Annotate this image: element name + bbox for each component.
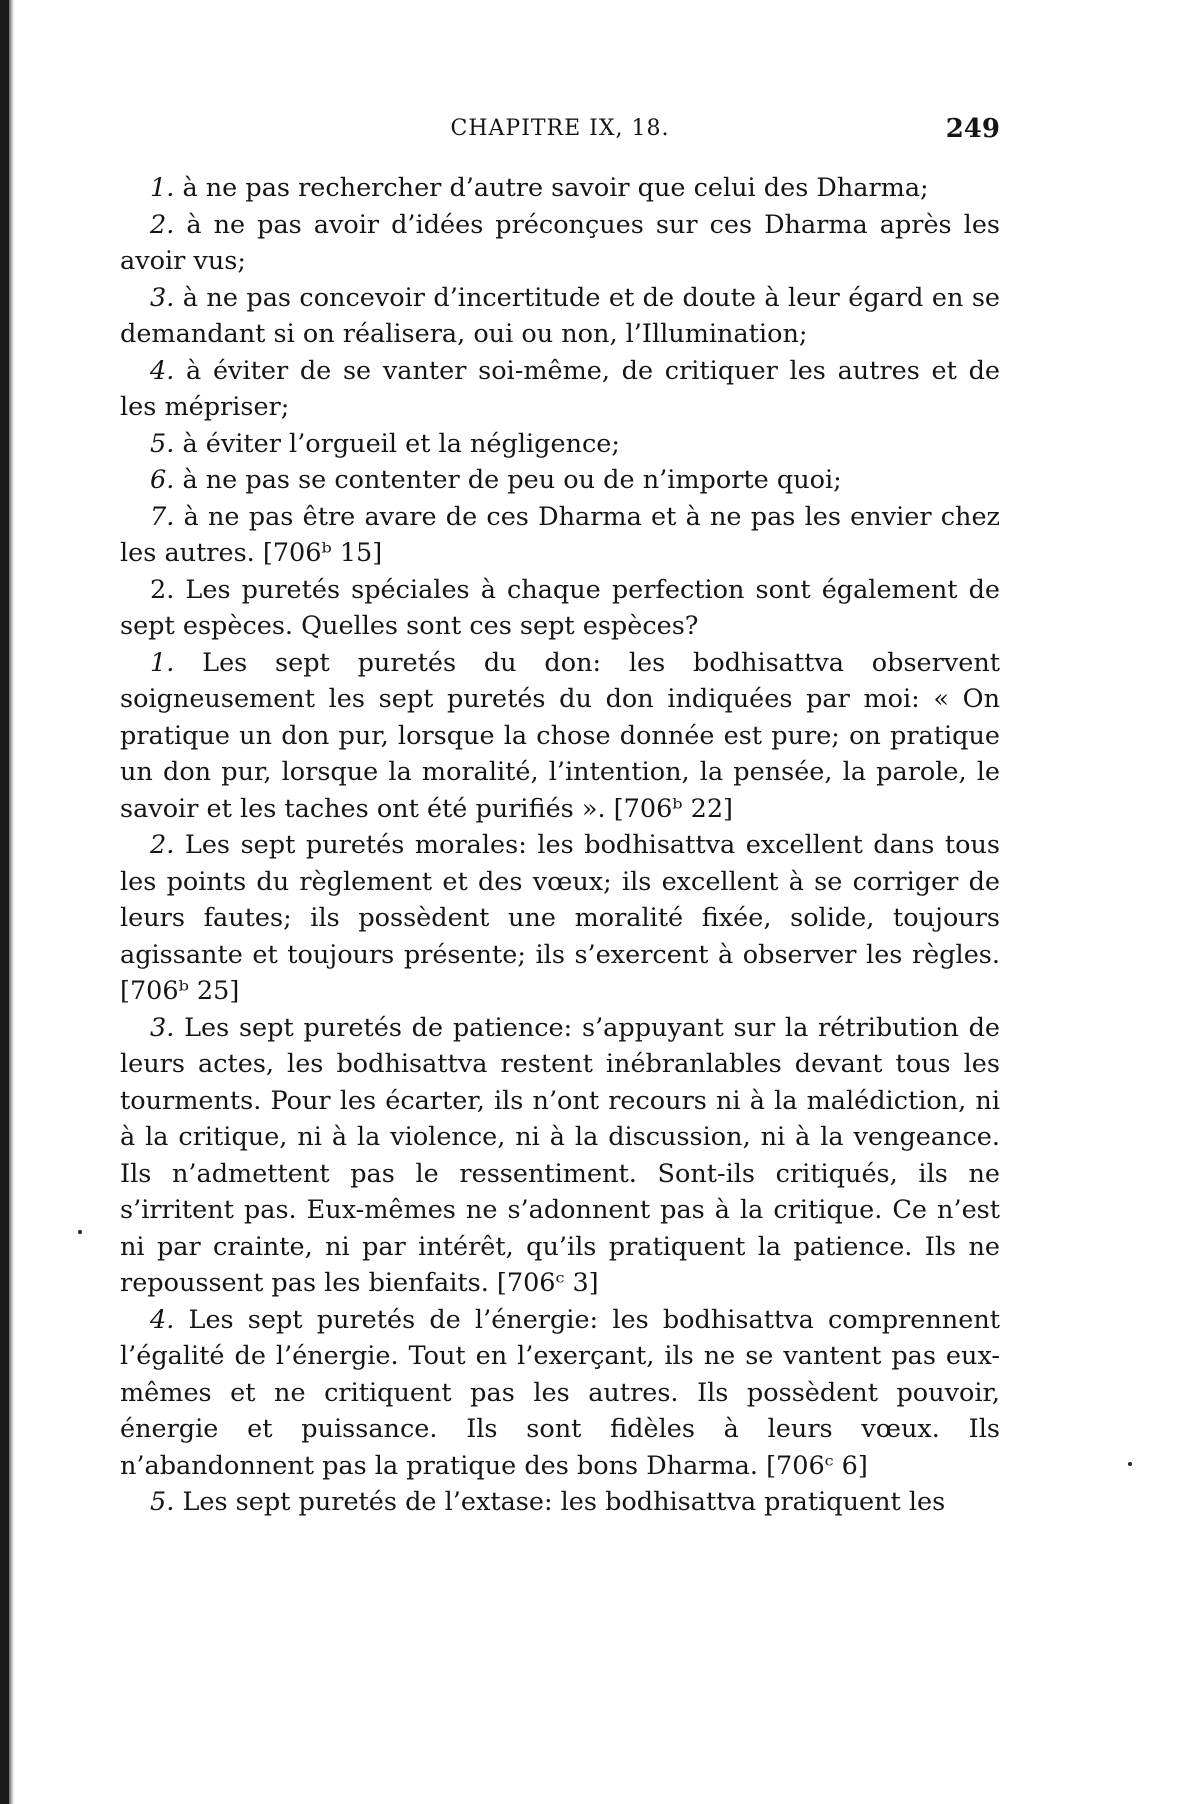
paragraph <box>120 572 1000 645</box>
scan-speck <box>78 1230 82 1234</box>
paragraph-text: Les sept puretés de patience: s’appuyant sur la rétribution de leurs actes, les bodhisattva restent inébranlables devant tous les tourments. Pour les écarter, ils n’ont recours ni à la malédiction, ni à la critique, ni à la violence, ni à la discussion, ni à la vengeance. Ils n’admettent pas le ressentiment. Sont-ils critiqués, ils ne s’irritent pas. Eux-mêmes ne s’adonnent pas à la critique. Ce n’est ni par crainte, ni par intérêt, qu’ils pratiquent la patience. Ils ne repoussent pas les bienfaits. [706ᶜ 3] <box>120 1012 1000 1298</box>
scan-binding-edge <box>0 0 9 1804</box>
item-number: 3. <box>150 282 175 313</box>
paragraph <box>120 499 1000 572</box>
paragraph <box>120 207 1000 280</box>
paragraph-text: à éviter de se vanter soi-même, de critiquer les autres et de les mépriser; <box>120 355 1000 422</box>
item-number: 7. <box>150 501 175 532</box>
paragraph <box>120 1302 1000 1485</box>
paragraph-text: à ne pas rechercher d’autre savoir que celui des Dharma; <box>174 173 929 203</box>
paragraph-text: Les sept puretés de l’extase: les bodhisattva pratiquent les <box>174 1487 946 1517</box>
body-text <box>120 170 1000 1521</box>
paragraph <box>120 827 1000 1010</box>
page-number: 249 <box>945 114 1000 144</box>
paragraph-text: à ne pas concevoir d’incertitude et de doute à leur égard en se demandant si on réalisera, oui ou non, l’Illumination; <box>120 282 1000 349</box>
paragraph <box>120 462 1000 499</box>
paragraph <box>120 1010 1000 1302</box>
paragraph-text: 2. Les puretés spéciales à chaque perfection sont également de sept espèces. Quelles sont ces sept espèces? <box>120 574 1000 641</box>
paragraph-text: Les sept puretés de l’énergie: les bodhisattva comprennent l’égalité de l’énergie. Tout en l’exerçant, ils ne se vantent pas eux-mêmes et ne critiquent pas les autres. Ils possèdent pouvoir, énergie et puissance. Ils sont fidèles à leurs vœux. Ils n’abandonnent pas la pratique des bons Dharma. [706ᶜ 6] <box>120 1304 1000 1481</box>
item-number: 5. <box>150 1487 175 1517</box>
running-head: CHAPITRE IX, 18. <box>450 116 670 141</box>
paragraph-text: Les sept puretés morales: les bodhisattva excellent dans tous les points du règlement et des vœux; ils excellent à se corriger de leurs fautes; ils possèdent une moralité fixée, solide, toujours agissante et toujours présente; ils s’exercent à observer les règles. [706ᵇ 25] <box>120 830 1000 1006</box>
paragraph <box>120 426 1000 463</box>
item-number: 4. <box>150 355 175 386</box>
item-number: 5. <box>150 428 175 459</box>
paragraph-text: à éviter l’orgueil et la négligence; <box>174 428 620 459</box>
item-number: 1. <box>150 647 175 678</box>
scan-speck <box>1128 1462 1132 1466</box>
scan-binding-shadow <box>9 0 14 1804</box>
paragraph <box>120 645 1000 828</box>
item-number: 2. <box>150 209 175 240</box>
item-number: 6. <box>150 465 175 495</box>
page-header <box>120 116 1000 156</box>
paragraph <box>120 1484 1000 1521</box>
paragraph <box>120 170 1000 207</box>
item-number: 2. <box>150 830 175 860</box>
item-number: 3. <box>150 1012 175 1043</box>
paragraph-text: à ne pas être avare de ces Dharma et à ne pas les envier chez les autres. [706ᵇ 15] <box>120 501 1000 568</box>
paragraph <box>120 280 1000 353</box>
paragraph <box>120 353 1000 426</box>
paragraph-text: à ne pas se contenter de peu ou de n’importe quoi; <box>174 465 842 495</box>
paragraph-text: à ne pas avoir d’idées préconçues sur ces Dharma après les avoir vus; <box>120 209 1000 276</box>
item-number: 4. <box>150 1304 175 1335</box>
paragraph-text: Les sept puretés du don: les bodhisattva observent soigneusement les sept puretés du don indiquées par moi: « On pratique un don pur, lorsque la chose donnée est pure; on pratique un don pur, lorsque la moralité, l’intention, la pensée, la parole, le savoir et les taches ont été purifiés ». [706ᵇ 22] <box>120 647 1000 824</box>
item-number: 1. <box>150 173 175 203</box>
